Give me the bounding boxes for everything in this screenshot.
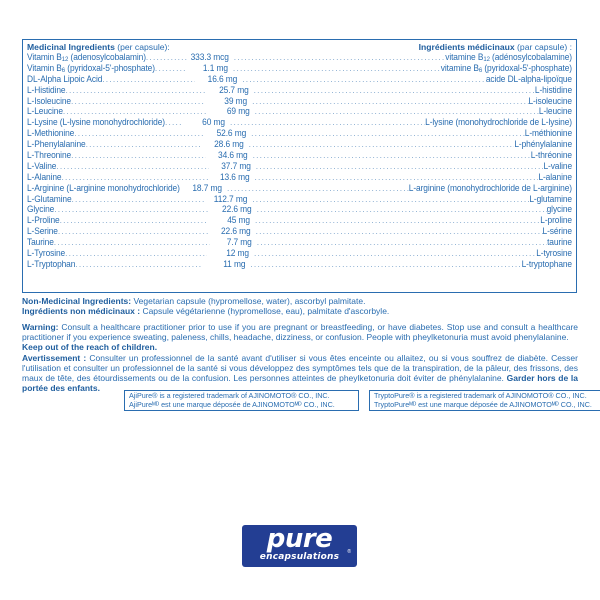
ingredient-en: Vitamin $B_6$ (pyridoxal-5'-phosphate) ..... (27, 63, 186, 74)
ingredient-fr: ..... taurine (254, 237, 572, 248)
ingredient-amount: 28.6 mg (214, 138, 244, 150)
ingredient-fr: ..... L-tyrosine (251, 248, 572, 259)
ingredient-fr: ..... L-tryptophane (247, 259, 572, 270)
ingredient-fr: ..... vitamine $B_6$ (pyridoxal-5'-phosphate) (230, 63, 572, 74)
ingredient-fr: ..... L-thréonine (250, 150, 572, 161)
ingredient-amount: 1.1 mg (202, 62, 228, 74)
ingredient-en: L-Phenylalanine ..... (27, 139, 202, 150)
ingredient-amount: 13.6 mg (219, 171, 250, 183)
ingredient-rows (27, 52, 572, 270)
ingredient-en: L-Proline ..... (27, 215, 208, 226)
ingredient-fr: ..... L-lysine (monohydrochloride de L-lysine) (227, 117, 572, 128)
ingredient-en: Taurine ..... (27, 237, 210, 248)
ingredient-en: L-Tryptophan ..... (27, 259, 203, 270)
ingredient-amount: 12 mg (226, 247, 249, 259)
ingredient-en: DL-Alpha Lipoic Acid ..... (27, 74, 195, 85)
logo-tagline: encapsulations (259, 552, 340, 562)
ingredient-amount: 16.6 mg (207, 73, 238, 85)
ingredient-amount: 22.6 mg (222, 204, 252, 215)
ingredient-amount: 39 mg (224, 95, 248, 106)
ingredient-fr: ..... L-proline (252, 215, 572, 226)
warning-fr: Avertissement : Consulter un professionnel de la santé avant d'utiliser si vous êtes enceinte ou allaitez, ou si vous souffrez de diabète. Cesser l'utilisation et consulter un professionnel de la santé si vous développez des symptômes tels que de la transpiration, de la pâleur, des frissons, des maux de tête, des étourdissements ou de la confusion. Les personnes atteintes de pheylketonuria doit éviter de phénylalanine. Garder hors de la portée des enfants. (22, 352, 579, 394)
ingredient-row (27, 150, 572, 161)
ingredient-en: Glycine ..... (27, 204, 210, 215)
ingredient-fr: ..... vitamine $B_{12}$ (adénosylcobalamine) (231, 52, 572, 63)
ingredient-en: L-Glutamine ..... (27, 193, 205, 204)
ingredient-fr: ..... L-glutamine (249, 193, 572, 204)
ingredient-amount: 333.3 mcg (190, 51, 229, 63)
ingredient-amount: 37.7 mg (221, 160, 251, 172)
supplement-label (22, 39, 577, 293)
ingredient-amount: 22.6 mg (221, 225, 251, 237)
ingredient-en: L-Methionine ..... (27, 128, 204, 139)
non-medicinal-fr: Ingrédients non médicinaux : Capsule végétarienne (hypromellose, eau), palmitate d'ascorbyle. (22, 306, 390, 316)
ingredient-fr: ..... L-histidine (251, 84, 572, 95)
ingredient-row (27, 237, 572, 248)
non-medicinal-ingredients (22, 296, 578, 316)
ingredient-fr: ..... L-alanine (252, 172, 572, 183)
ingredient-en: L-Tyrosine ..... (27, 248, 207, 259)
ingredient-en: L-Leucine ..... (27, 106, 208, 117)
ingredient-row (27, 52, 572, 63)
ingredient-row (27, 139, 572, 150)
ingredient-fr: ..... L-valine (253, 161, 572, 172)
ingredient-row (27, 259, 572, 270)
ingredient-fr: ..... acide DL-alpha-lipoïque (239, 74, 572, 85)
ingredient-row (27, 63, 572, 74)
ingredient-amount: 25.7 mg (219, 84, 249, 95)
ingredient-amount: 52.6 mg (216, 127, 247, 139)
tryptopure-trademark-box: TryptoPure® is a registered trademark of AJINOMOTO® CO., INC. TryptoPureᴹᴰ est une marque déposée de AJINOMOTOᴹᴰ CO., INC. (369, 390, 600, 411)
ingredient-amount: 7.7 mg (226, 236, 252, 248)
non-medicinal-en: Non-Medicinal Ingredients: Vegetarian capsule (hypromellose, water), ascorbyl palmitate. (22, 296, 366, 306)
header-en: Medicinal Ingredients (per capsule): (27, 42, 170, 52)
ingredient-amount: 34.6 mg (218, 149, 248, 161)
medicinal-ingredients-box (22, 39, 577, 293)
warning-section (22, 322, 578, 393)
ingredients-header (27, 42, 572, 52)
ingredient-en: L-Threonine ..... (27, 150, 206, 161)
ingredient-row (27, 182, 572, 193)
ingredient-row (27, 172, 572, 183)
pure-encapsulations-logo (242, 525, 357, 567)
ingredient-fr: ..... L-phénylalanine (246, 139, 572, 150)
ingredient-fr: ..... glycine (254, 204, 572, 215)
ingredient-amount: 45 mg (227, 215, 250, 226)
ingredient-fr: ..... L-isoleucine (249, 95, 572, 106)
ingredient-en: L-Isoleucine ..... (27, 95, 205, 106)
ingredient-amount: 11 mg (223, 258, 246, 270)
ingredient-row (27, 128, 572, 139)
ingredient-en: Vitamin $B_{12}$ (adenosylcobalamin) ..... (27, 52, 187, 63)
ingredient-en: L-Serine ..... (27, 226, 209, 237)
warning-en: Warning: Consult a healthcare practitioner prior to use if you are pregnant or breastfeeding, or have diabetes. Stop use and consult a healthcare practitioner if you experience sweating, paleness, chills, headache, dizziness, or confusion. People with pheylketonuria must avoid phenylalanine. Keep out of the reach of children. (22, 322, 578, 353)
ingredient-en: L-Histidine ..... (27, 84, 207, 95)
ingredient-fr: ..... L-leucine (252, 106, 572, 117)
ingredient-row (27, 226, 572, 237)
ingredient-row (27, 248, 572, 259)
ajipure-trademark-box: AjiPure® is a registered trademark of AJINOMOTO® CO., INC. AjiPureᴹᴰ est une marque déposée de AJINOMOTOᴹᴰ CO., INC. (124, 390, 359, 411)
ingredient-amount: 18.7 mg (192, 182, 222, 193)
ingredient-amount: 112.7 mg (213, 193, 248, 204)
ingredient-amount: 69 mg (226, 106, 250, 117)
ingredient-fr: ..... L-arginine (monohydrochloride de L-arginine) (224, 182, 572, 193)
ingredient-fr: ..... L-sérine (253, 226, 572, 237)
header-fr: Ingrédients médicinaux (par capsule) : (418, 42, 572, 52)
registered-mark: ® (347, 549, 351, 555)
ingredient-en: L-Valine ..... (27, 161, 209, 172)
ingredient-en: L-Lysine (L-lysine monohydrochloride) ..... (27, 117, 183, 128)
ingredient-row (27, 161, 572, 172)
ingredient-row (27, 84, 572, 95)
ingredient-en: L-Arginine (L-arginine monohydrochloride) ..... (27, 182, 180, 193)
ingredient-en: L-Alanine ..... (27, 172, 208, 183)
ingredient-fr: ..... L-méthionine (248, 128, 572, 139)
ingredient-row (27, 74, 572, 85)
logo-word: pure (266, 524, 333, 554)
ingredient-amount: 60 mg (202, 117, 225, 128)
